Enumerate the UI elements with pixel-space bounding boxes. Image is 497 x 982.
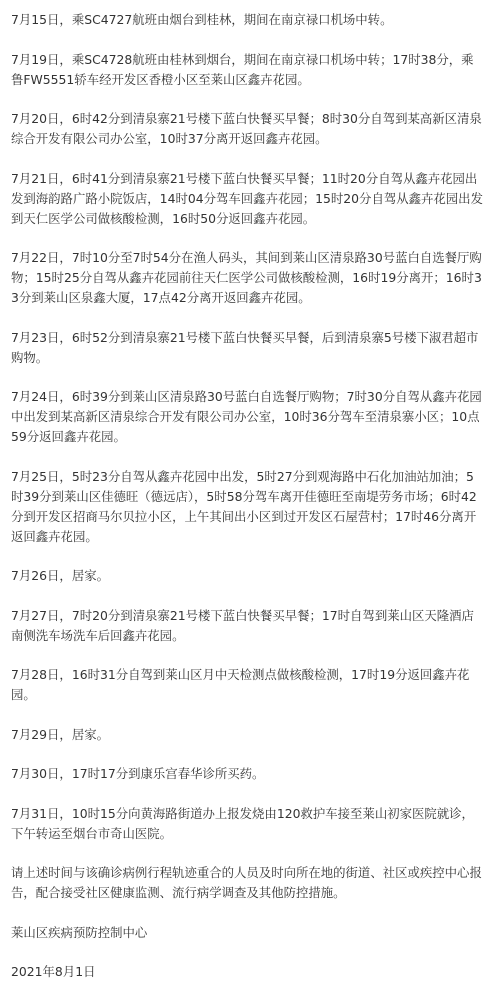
itinerary-entry-0728: 7月28日，16时31分自驾到莱山区月中天检测点做核酸检测，17时19分返回鑫卉花园。 [11,667,470,702]
itinerary-entry-0721: 7月21日，6时41分到清泉寨21号楼下蓝白快餐买早餐；11时20分自驾从鑫卉花园出发到海韵路广路小院饭店，14时04分驾车回鑫卉花园；15时20分自驾从鑫卉花园出发到天仁医学公司做核酸检测，16时50分返回鑫卉花园。 [11,170,483,226]
itinerary-entry-0727: 7月27日，7时20分到清泉寨21号楼下蓝白快餐买早餐；17时自驾到莱山区天隆酒店南侧洗车场洗车后回鑫卉花园。 [11,607,474,643]
public-notice-request: 请上述时间与该确诊病例行程轨迹重合的人员及时向所在地的街道、社区或疾控中心报告，配合接受社区健康监测、流行病学调查及其他防控措施。 [11,865,482,900]
itinerary-entry-0725: 7月25日，5时23分自驾从鑫卉花园中出发，5时27分到观海路中石化加油站加油；5时39分到莱山区佳德旺（德远店），5时58分驾车离开佳德旺至南堤劳务市场；6时42分到开发区招商马尔贝拉小区，上午其间出小区到过开发区石屋营村；17时46分离开返回鑫卉花园。 [11,468,477,544]
itinerary-entry-0722: 7月22日，7时10分至7时54分在渔人码头，其间到莱山区清泉路30号蓝白自选餐厅购物；15时25分自驾从鑫卉花园前往天仁医学公司做核酸检测，16时19分离开；16时33分到莱山区泉鑫大厦，17点42分离开返回鑫卉花园。 [11,250,482,305]
itinerary-entry-0730: 7月30日，17时17分到康乐宫春华诊所买药。 [11,766,265,781]
itinerary-entry-0720: 7月20日，6时42分到清泉寨21号楼下蓝白快餐买早餐；8时30分自驾到某高新区清泉综合开发有限公司办公室，10时37分离开返回鑫卉花园。 [11,111,482,146]
itinerary-entry-0726: 7月26日，居家。 [11,568,109,583]
itinerary-entry-0724: 7月24日，6时39分到莱山区清泉路30号蓝白自选餐厅购物；7时30分自驾从鑫卉花园中出发到某高新区清泉综合开发有限公司办公室，10时36分驾车至清泉寨小区；10点59分返回鑫卉花园。 [11,389,482,444]
issuer-name: 莱山区疾病预防控制中心 [11,924,148,940]
itinerary-entry-0719: 7月19日，乘SC4728航班由桂林到烟台，期间在南京禄口机场中转；17时38分，乘鲁FW5551轿车经开发区香橙小区至莱山区鑫卉花园。 [11,51,474,87]
itinerary-entry-0715: 7月15日，乘SC4727航班由烟台到桂林，期间在南京禄口机场中转。 [11,12,393,27]
issue-date: 2021年8月1日 [11,964,96,979]
itinerary-entry-0731: 7月31日，10时15分向黄海路街道办上报发烧由120救护车接至莱山初家医院就诊，下午转运至烟台市奇山医院。 [11,805,474,841]
itinerary-entry-0729: 7月29日，居家。 [11,726,109,742]
itinerary-entry-0723: 7月23日，6时52分到清泉寨21号楼下蓝白快餐买早餐，后到清泉寨5号楼下淑君超市购物。 [11,329,479,365]
